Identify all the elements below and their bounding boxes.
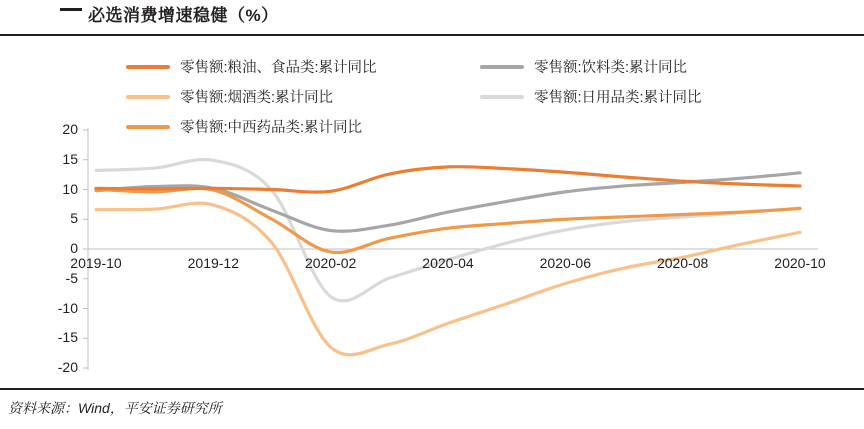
legend-swatch-beverage xyxy=(480,65,524,69)
series-line xyxy=(96,173,800,231)
y-axis-tick-label: -5 xyxy=(65,269,78,286)
y-axis-tick-label: -10 xyxy=(57,299,78,316)
x-axis-tick-label: 2019-10 xyxy=(70,255,122,271)
x-axis-tick-label: 2020-08 xyxy=(656,255,709,271)
legend-label-tobacco-alcohol: 零售额:烟酒类:累计同比 xyxy=(180,90,334,106)
x-axis-tick-label: 2020-02 xyxy=(304,255,357,271)
y-axis-tick-label: 15 xyxy=(62,150,78,167)
header-divider xyxy=(0,34,864,36)
legend-item-tobacco-alcohol xyxy=(126,86,333,107)
title-accent-bar xyxy=(60,8,82,11)
legend-swatch-medicine xyxy=(126,125,170,129)
legend-label-medicine: 零售额:中西药品类:累计同比 xyxy=(180,120,363,136)
y-axis-tick-label: -15 xyxy=(57,329,78,346)
legend-item-medicine xyxy=(126,116,362,137)
figure-header xyxy=(0,2,864,34)
y-axis-tick-label: 10 xyxy=(62,180,78,197)
series-line xyxy=(96,203,800,355)
y-axis-tick-label: 20 xyxy=(62,121,78,137)
x-axis-tick-label: 2020-10 xyxy=(774,255,826,271)
series-line xyxy=(96,188,800,252)
legend-label-daily-goods: 零售额:日用品类:累计同比 xyxy=(534,90,702,106)
legend-swatch-grain-food xyxy=(126,65,170,69)
legend-label-grain-food: 零售额:粮油、食品类:累计同比 xyxy=(180,60,377,76)
x-axis-tick-label: 2020-04 xyxy=(422,255,474,271)
legend-label-beverage: 零售额:饮料类:累计同比 xyxy=(534,60,688,76)
series-line xyxy=(96,167,800,193)
chart-legend xyxy=(110,50,810,140)
y-axis-tick-label: 0 xyxy=(70,240,78,256)
legend-item-grain-food xyxy=(126,56,377,77)
y-axis-tick-label: 5 xyxy=(70,210,78,227)
legend-swatch-daily-goods xyxy=(480,95,524,99)
x-axis-tick-label: 2020-06 xyxy=(539,255,592,271)
x-axis-tick-label: 2019-12 xyxy=(187,255,240,271)
y-axis-tick-label: -20 xyxy=(57,359,78,375)
page-title: 必选消费增速稳健（%） xyxy=(88,6,279,25)
series-line xyxy=(96,159,800,300)
legend-swatch-tobacco-alcohol xyxy=(126,95,170,99)
footer-divider xyxy=(0,388,864,390)
legend-item-daily-goods xyxy=(480,86,702,107)
source-note: 资料来源：Wind，平安证券研究所 xyxy=(8,400,222,416)
legend-item-beverage xyxy=(480,56,687,77)
